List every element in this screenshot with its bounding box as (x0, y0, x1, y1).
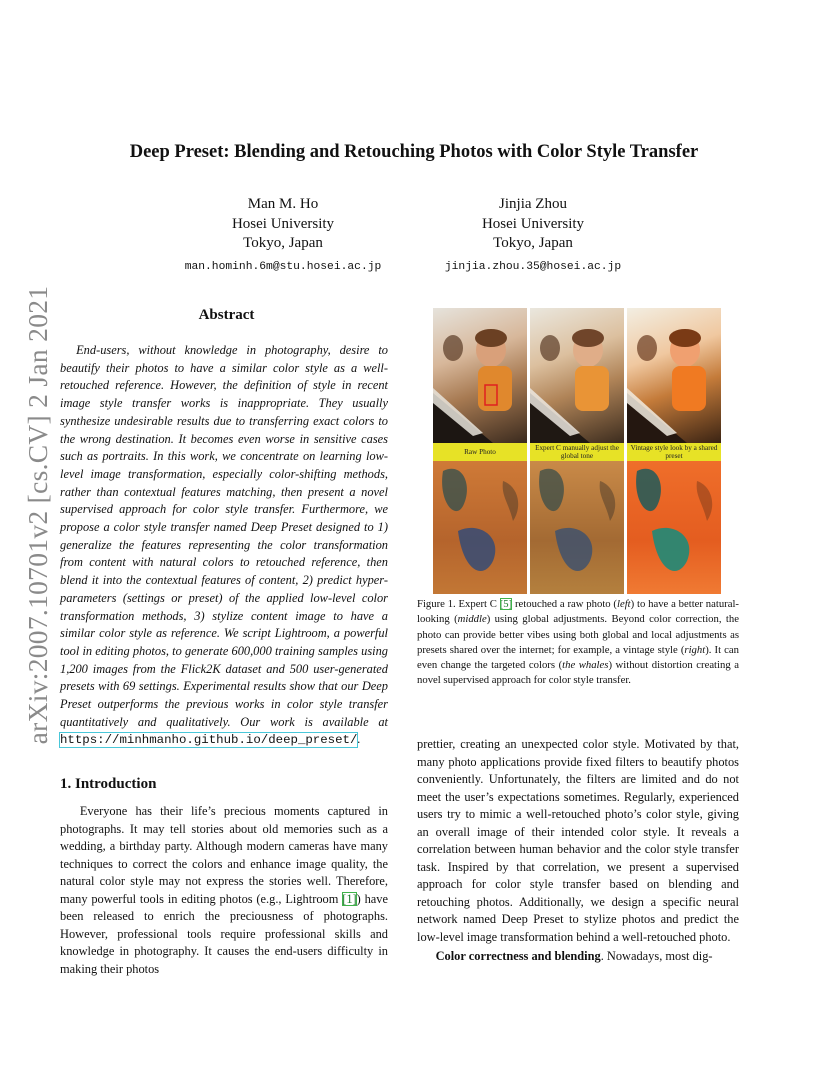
caption-italic: middle (457, 613, 487, 626)
piano-child-photo-expert (530, 308, 624, 443)
figure-label-expert: Expert C manually adjust the global tone (530, 443, 624, 461)
figure-label-vintage: Vintage style look by a shared preset (627, 443, 721, 461)
figure-caption (417, 597, 739, 689)
caption-text: ) to have a better natural-looking ( (417, 598, 739, 626)
section-heading-introduction: 1. Introduction (60, 776, 157, 792)
paper-title: Deep Preset: Blending and Retouching Photos with Color Style Transfer (129, 142, 699, 162)
arxiv-stamp-text: arXiv:2007.10701v2 [cs.CV] 2 Jan 2021 (22, 285, 53, 745)
piano-child-photo-vintage (627, 308, 721, 443)
caption-italic: the whales (562, 659, 609, 672)
figure-label-raw: Raw Photo (433, 443, 527, 461)
abstract-text (60, 342, 388, 750)
author-location: Tokyo, Japan (243, 235, 323, 251)
paragraph-text: ) have been released to enrich the preciousness of photographs. However, professional tools require professional skills and knowledge in photography. It causes the end-users difficulty in making their photos (60, 891, 388, 976)
whale-photo-raw (433, 461, 527, 594)
caption-text: retouched a raw photo ( (512, 598, 617, 610)
abstract-heading: Abstract (198, 307, 255, 323)
whale-photo-vintage (627, 461, 721, 594)
arxiv-side-stamp (21, 285, 55, 745)
citation-link[interactable]: [1] (342, 891, 357, 906)
author-name: Jinjia Zhou (499, 196, 567, 212)
caption-text: ). It can even change the targeted colors ( (417, 643, 739, 672)
caption-italic: left (617, 598, 631, 610)
citation-link[interactable]: [5] (499, 598, 513, 610)
whale-photo-expert (530, 461, 624, 594)
author-name: Man M. Ho (247, 196, 319, 212)
abstract-body: End-users, without knowledge in photography, desire to beautify their photos to have a similar color style as a well-retouched reference. However, the definition of style in recent image style transfer works is inappropriate. They usually synthesize undesirable results due to transferring exact colors to the wrong destination. It becomes even worse in sensitive cases such as portraits. In this work, we concentrate on learning low-level image transformation, especially color-shifting methods, rather than contextual features matching, then present a novel supervised approach for color style transfer. Furthermore, we propose a color style transfer named Deep Preset designed to 1) generalize the features representing the color transformation from content with natural colors to retouched reference, then blend it into the contextual features of content, 2) predict hyper-parameters (settings or preset) of the applied low-level color transformation methods, 3) stylize content image to have a similar color style as reference. We script Lightroom, a powerful tool in editing photos, to generate 600,000 training samples using 1,200 images from the Flick2K dataset and 500 user-generated presets with 69 settings. Experimental results show that our Deep Preset outperforms the previous works in color style transfer quantitatively and qualitatively. Our work is available at (60, 343, 388, 729)
project-link[interactable]: https://minhmanho.github.io/deep_preset/ (60, 733, 358, 748)
caption-text: Figure 1. Expert C (417, 598, 500, 610)
intro-right-paragraph-2 (417, 948, 739, 966)
piano-child-photo-raw (433, 308, 527, 443)
intro-left-paragraph (60, 803, 388, 978)
intro-right-paragraph: prettier, creating an unexpected color style. Motivated by that, many photo applications provide fixed filters to beautify photos conveniently. Unfortunately, the filters are limited and do not meet the user’s expectations sometimes. Regularly, experienced users try to mimic a well-retouched photo’s color style, giving an overall image of their intended color style. It reveals a correlation between human behavior and the color style transfer task. Inspired by that correlation, we present a supervised approach for color style transfer based on blending and retouching photos. Additionally, we design a specific neural network named Deep Preset to stylize photos and predict the low-level image transformation behind a well-retouched photo. (417, 737, 739, 944)
paragraph-text: . Nowadays, most dig- (600, 949, 713, 963)
paragraph-text: Everyone has their life’s precious moments captured in photographs. It may tell stories about old memories such as a wedding, a birthday party. Although modern cameras have many techniques to correct the colors and enhance image quality, the natural color style may not express the stories well. Therefore, many powerful tools in editing photos (e.g., Lightroom (60, 804, 388, 906)
author-location: Tokyo, Japan (493, 235, 573, 251)
figure-panel-raw (433, 308, 527, 594)
author-block-2 (403, 195, 663, 277)
caption-text: ) without distortion creating a novel supervised approach for color style transfer. (417, 659, 739, 687)
figure-panel-vintage (627, 308, 721, 594)
author-block-1 (153, 195, 413, 277)
figure-1 (433, 308, 722, 594)
figure-panel-expert (530, 308, 624, 594)
author-email[interactable]: jinjia.zhou.35@hosei.ac.jp (444, 260, 622, 273)
author-email[interactable]: man.hominh.6m@stu.hosei.ac.jp (184, 260, 382, 273)
caption-text: ) using global adjustments. Beyond color correction, the photo can provide better vibes using both global and local adjustments as presets shared over the internet; for example, a vintage style ( (417, 613, 739, 656)
caption-italic: right (684, 643, 706, 656)
abstract-end: . (357, 732, 361, 747)
paragraph-lead: Color correctness and blending (435, 949, 601, 963)
author-affiliation: Hosei University (481, 215, 585, 232)
author-affiliation: Hosei University (231, 215, 335, 232)
